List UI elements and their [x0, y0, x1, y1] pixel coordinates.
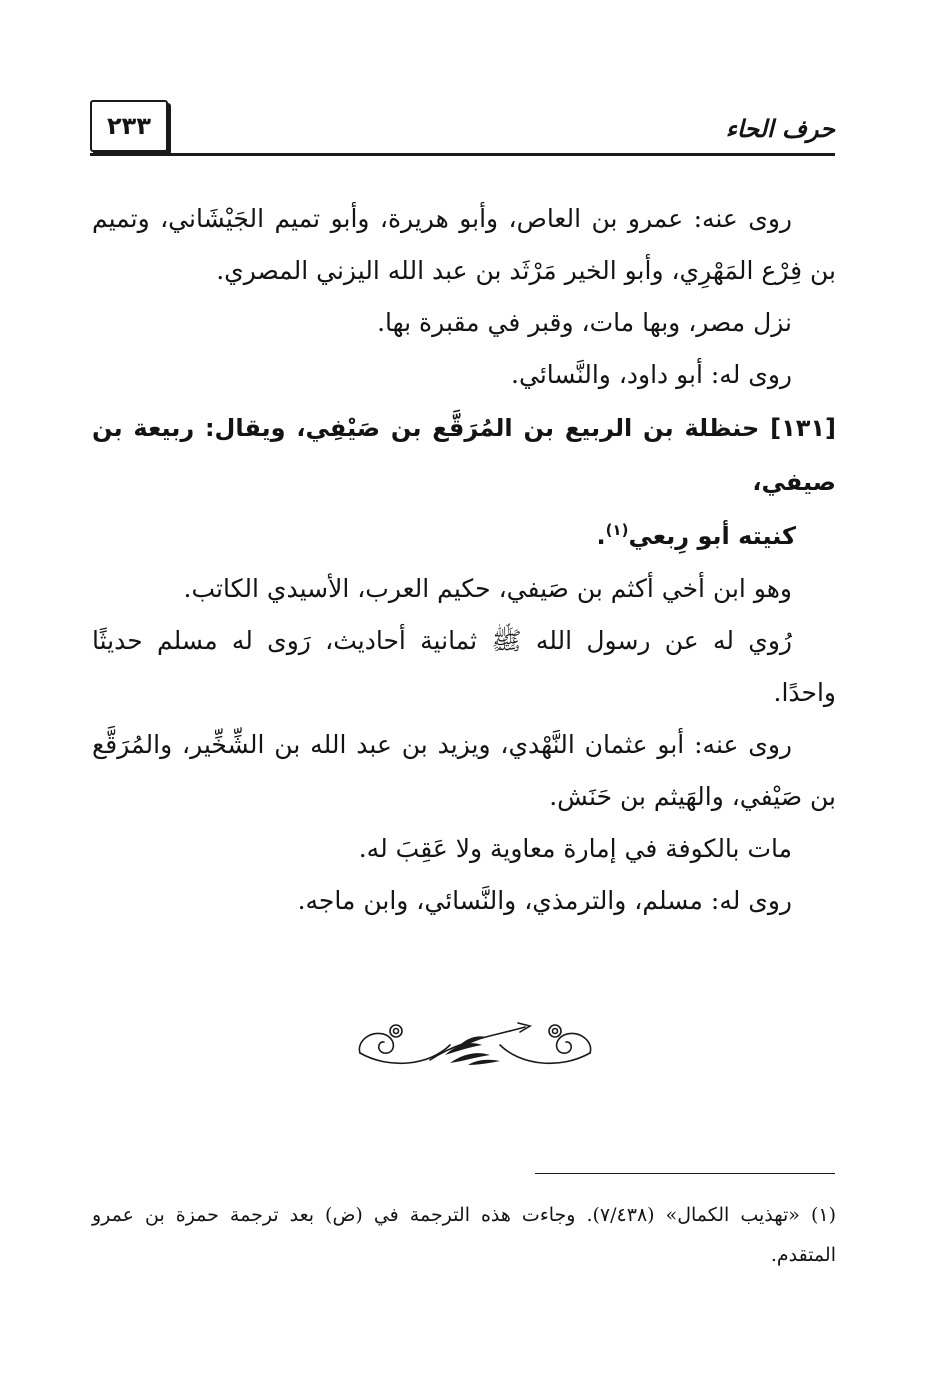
- footnote-rule: [535, 1173, 835, 1174]
- paragraph-transmitted-by-2: روى له: مسلم، والترمذي، والنَّسائي، وابن ماجه.: [297, 886, 792, 915]
- paragraph-narrators-from-2: روى عنه: أبو عثمان النَّهْدي، ويزيد بن عبد الله بن الشِّخِّير، والمُرَقَّع بن صَيْفي، والهَيثم بن حَنَش.: [92, 730, 836, 811]
- paragraph-lineage: وهو ابن أخي أكثم بن صَيفي، حكيم العرب، الأسيدي الكاتب.: [183, 574, 792, 603]
- entry-title-line1: [١٣١] حنظلة بن الربيع بن المُرَقَّع بن صَيْفِي، ويقال: ربيعة بن صيفي،: [92, 414, 836, 496]
- entry-title-kunya: كنيته أبو رِبعي: [628, 522, 796, 550]
- floral-divider-icon: [350, 1015, 600, 1075]
- header-rule: [90, 153, 835, 156]
- running-head: حرف الحاء: [725, 114, 835, 143]
- paragraph-hadith-count: رُوي له عن رسول الله ﷺ ثمانية أحاديث، رَوى له مسلم حديثًا واحدًا.: [92, 626, 836, 707]
- page-header: [90, 100, 835, 158]
- footnote-reference[interactable]: (١): [605, 521, 629, 539]
- paragraph-residence: نزل مصر، وبها مات، وقبر في مقبرة بها.: [377, 308, 792, 337]
- paragraph-death: مات بالكوفة في إمارة معاوية ولا عَقِبَ له.: [358, 834, 792, 863]
- entry-title-end: .: [596, 522, 606, 550]
- main-text: [92, 193, 836, 927]
- page-number: ٢٣٣: [90, 100, 168, 152]
- paragraph-narrators-from: روى عنه: عمرو بن العاص، وأبو هريرة، وأبو تميم الجَيْشَاني، وتميم بن فِرْع المَهْرِي، وأبو الخير مَرْثَد بن عبد الله اليزني المصري.: [92, 204, 836, 285]
- entry-title-line2: [92, 509, 836, 563]
- paragraph-transmitted-by: روى له: أبو داود، والنَّسائي.: [511, 360, 792, 389]
- footnote-1: (١) «تهذيب الكمال» (٧/٤٣٨). وجاءت هذه الترجمة في (ض) بعد ترجمة حمزة بن عمرو المتقدم.: [92, 1204, 836, 1266]
- footnotes: [92, 1195, 836, 1275]
- entry-title: [92, 401, 836, 563]
